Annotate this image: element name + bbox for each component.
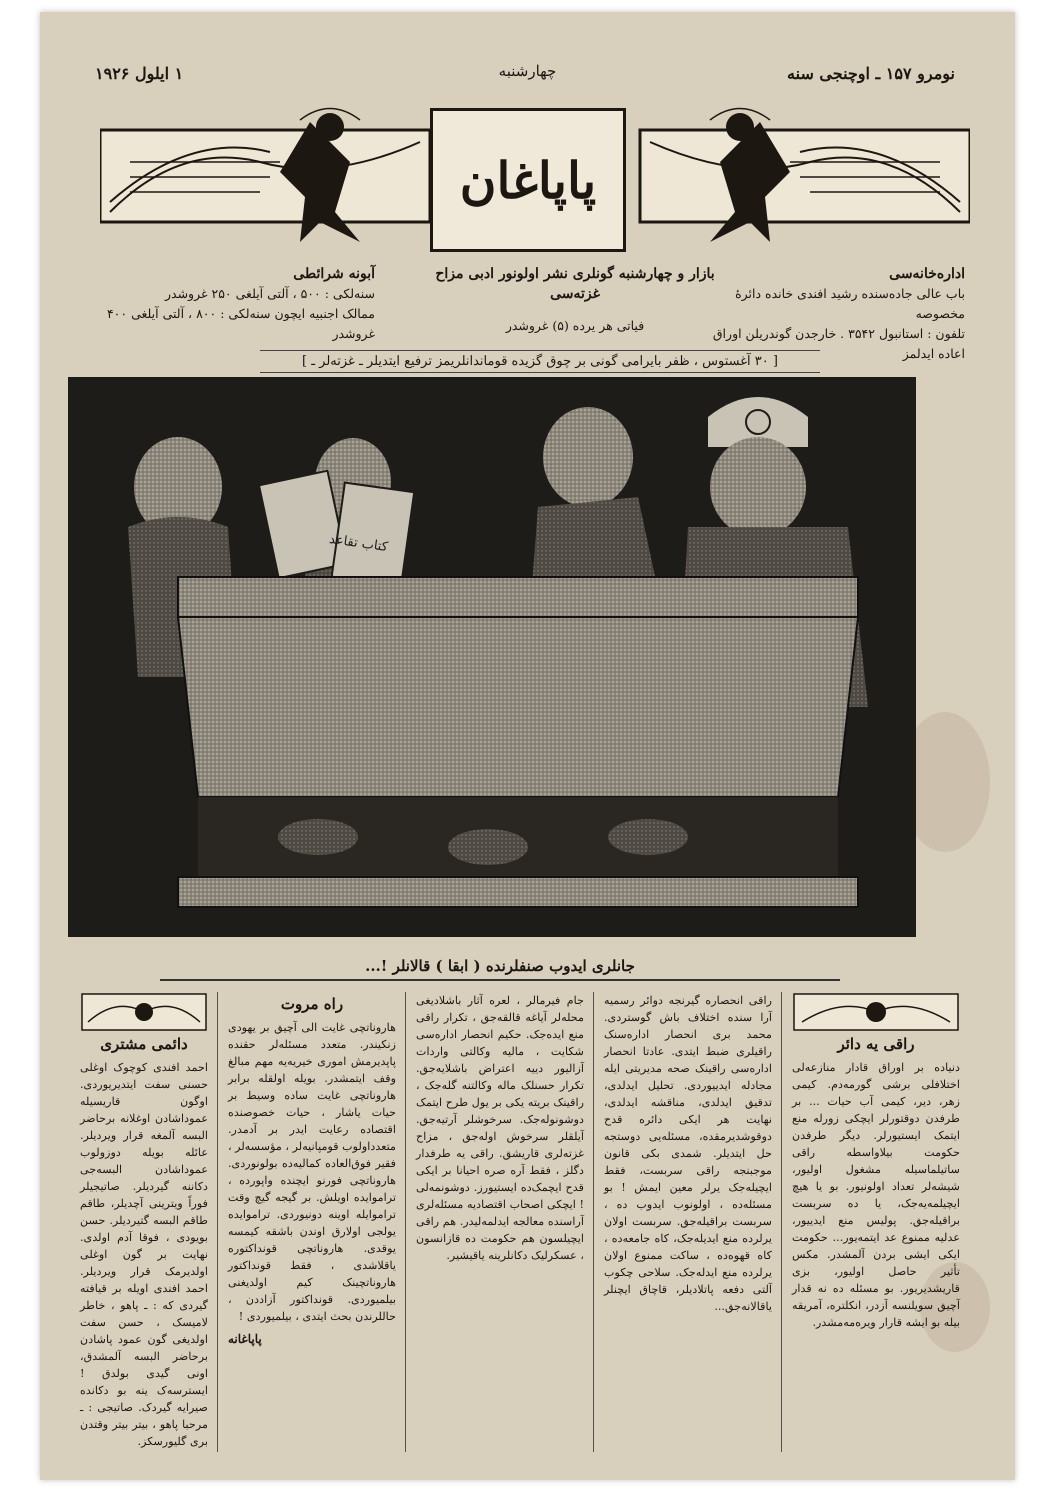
article-column	[228, 992, 396, 1452]
subscription-title: آبونه شرائطی	[293, 266, 375, 282]
column-vignette	[80, 992, 208, 1032]
newspaper-page	[40, 12, 1015, 1480]
article-column	[416, 992, 584, 1452]
newspaper-title: پاپاغان	[459, 150, 597, 210]
title-box	[430, 108, 626, 252]
cartoon-caption-bottom: جانلری ایدوب صنفلرنده ( ابقا ) قالانلر !...	[160, 957, 840, 981]
vignette-ornament	[792, 992, 960, 1032]
subscription-line: سنه‌لکی : ۵۰۰ ، آلتی آیلغی ۲۵۰ غروشدر	[164, 286, 375, 301]
cartoon-caption-top: [ ۳۰ آغستوس ، ظفر بایرامی گونی بر چوق گزیده قوماندانلریمز ترفیع ایتدیلر ـ غزته‌لر ـ ]	[260, 350, 820, 373]
column-body: احمد افندی کوچوک اوغلی حسنی سفت ایتدیریوردی. اوگون قاریسیله عموداشادن اوغلانه برحاضر البسه آلمغه قرار ویردیلر. عائله بویله دوزولوب عموداشادن البسه‌جی دکاننه گیردیلر. صاتیجیلر فوراً ویترینی آچدیلر، طاقم طاقم البسه گتیردیلر. حسن بویودی ، فوقا آدم اولدی. نهایت بر گون اوغلی اولدیرمک قرار ویردیلر. احمد افندی اویله بر قیافته گیردی که : ـ پاهو ، خاطر لامیسک ، حسن سفت اولدیغی گون عمود پاشادن برحاضر البسه آلمشدق، اونی گیدی بولدق ! ایسترسه‌ک ینه بو دکانده صیرایه گیردک. صاتیجی : ـ مرحبا پاهو ، بیتر بیتر وقتدن بری گلیورسکز.	[80, 1061, 208, 1448]
tagline: بازار و چهارشنبه گونلری نشر اولونور ادبی مزاح غزته‌سی	[435, 266, 715, 302]
issue-date: ۱ ايلول ۱۹۲۶	[95, 64, 184, 83]
column-divider	[405, 992, 406, 1452]
book-label: کتاب تقاعد	[328, 531, 389, 556]
office-line: باب عالی جاده‌سنده رشید افندی خانده دائرهٔ مخصوصه	[735, 286, 965, 321]
column-body: جام فیرمالر ، لعره آثار باشلادیغی محله‌لر آیاغه قالقه‌جق ، تکرار راقی منع ایده‌جک. حکیم انحصار اداره‌سی شکایت ، مالیه وکالتی واردات آزالیور دییه اعتراض باشلایه‌جق. تکرار حسنلک ماله وکالتنه گله‌جک ، راقینک بریته یکی بر یول طرح ایتمک دوشونوله‌جک. سرخوشلر آرتیه‌جق. آیلقلر سرخوش اوله‌جق ، مزاح غزته‌لری قاریشق. راقی یه طرفدار دگلز ، فقط آره صره احیانا بر ایکی قدح ایچمک‌ده ایستیورز. دوشونمه‌لی ! ایچکی اصحاب اقتصادیه مسئله‌لری آراسنده معالجه ایدلمه‌لیدر. هم راقی ایچیلسون هم حکومت ده قازانسون ، عسکرلیک دکانلرینه یاقیشیر.	[416, 994, 584, 1262]
article-column	[80, 992, 208, 1452]
price: فیاتی هر یرده (۵) غروشدر	[505, 318, 645, 333]
masthead	[100, 102, 970, 252]
column-vignette	[792, 992, 960, 1032]
subscription-info	[95, 264, 375, 344]
column-divider	[781, 992, 782, 1452]
office-title: اداره‌خانه‌سی	[889, 266, 965, 282]
office-info	[685, 264, 965, 364]
column-heading: راه مروت	[280, 995, 344, 1013]
column-heading: راقی یه دائر	[837, 1035, 915, 1053]
signature: پاپاغانه	[228, 1332, 262, 1346]
column-divider	[593, 992, 594, 1452]
column-body: هاروناتچی غایت الی آچیق بر یهودی زنکیندر. متعدد مسئله‌لر حقنده پاپدیرمش اموری خیریه‌یه مهم مبالغ وقف ایتمشدر. بویله اولقله برابر هاروناتچی غایت ساده وسیط بر حیات یاشار ، حیات خصوصنده اقتصاده رعایت ایدر بر آدمدر. متعدداولوب قومپانیه‌لر ، مؤسسه‌لر ، فقیر فوق‌العاده کمالیه‌ده بولونوردی. هاروناتچی فورنو ایچنده واپورده ، تراموایده اویلش. بر گیجه گیچ وقت تراموایله اوینه دونیوردی. تراموایده یولجی اولارق اوندن باشقه کیمسه یوقدی. هاروناتچی قونداکتوره یاقلاشدی ، فقط قونداکتور هاروناتچینک کیم اولدیغنی بیلمیوردی. قونداکتور آزاددن ، حاللرندن بحث ایتدی ، بیلمیوردی !	[228, 1021, 396, 1323]
info-bar	[95, 264, 965, 361]
column-heading: دائمی مشتری	[100, 1035, 188, 1053]
column-body: دنیاده بر اوراق قادار منازعه‌لی اختلافلی برشی گورمه‌دم. کیمی زهر، دیر، کیمی آب حیات ... بر طرفدن دوقتورلر ایچکی زورله منع ایتمک ایستیورلر. دیگر طرفدن حکومت بیلاواسطه راقی ساتیلماسیله مشغول اولیور، شیشه‌لر تعداد اولونیور. بو یا هیچ ایچیلمه‌یه‌جک، یا ده سربست براقیله‌جق. پولیس منع ایدییور، عدلیه ممنوع عد ایتمه‌یور... حکومت ایکی ایشی بردن آلمشدر. مکس تأثیر حاصل اولیور، بزی قاریشدیریور. بو مسئله ده نه قدار آچیق سویلنسه آزدر، انکلتره، آمریقه بیله بو ایشه قارار ویره‌مه‌مشدر.	[792, 1061, 960, 1329]
article-column	[792, 992, 960, 1452]
weekday: چهارشنبه	[498, 62, 557, 80]
office-line: تلفون : استانبول ۳۵۴۲ . خارجدن گوندریلن اوراق اعاده ایدلمز	[712, 326, 965, 361]
issue-number: نومرو ۱۵۷ ـ اوچنجی سنه	[787, 64, 955, 83]
vignette-ornament	[80, 992, 208, 1032]
cartoon-illustration	[68, 377, 916, 937]
column-divider	[217, 992, 218, 1452]
column-body: راقی انحصاره گیرنجه دوائر رسمیه آرا سنده اختلاف باش گوستردی. محمد بری انحصار اداره‌سنک راقیلری ضبط ایتدی. عادتا انحصار اداره‌سی راقینک صحه مدیریتی ایله مجادله ایدییوردی. تحلیل ایدلدی، تدقیق ایدلدی، مناقشه ایدلدی، نهایت هر ایکی دائره قدح دوقوشدیرمقده، مسئله‌یی دوستجه حل ایتدیلر. شمدی بکی قانون موجبنجه راقی سربست، فقط ایچیله‌جک یرلر معین ایمش ! بو مسئله‌ده ، اولونوب ایدوب ده ، سربست براقیله‌جق. سربست اولان یرلرده منع ایدیله‌جک، کاه جامعه‌ده ، کاه قهوه‌ده ، ساکت ممنوع اولان یرلرده منع ایدله‌جک. سلاحی چکوب آلتی دفعه پاتلادیلر، قاچاق ایچنلر یاقالانه‌جق...	[604, 994, 772, 1313]
cartoon-drawing	[68, 377, 916, 937]
subscription-line: ممالک اجنبیه ایچون سنه‌لکی : ۸۰۰ ، آلتی آیلغی ۴۰۰ غروشدر	[106, 306, 375, 341]
text-columns	[80, 992, 960, 1452]
tagline-block	[425, 264, 725, 336]
article-column	[604, 992, 772, 1452]
